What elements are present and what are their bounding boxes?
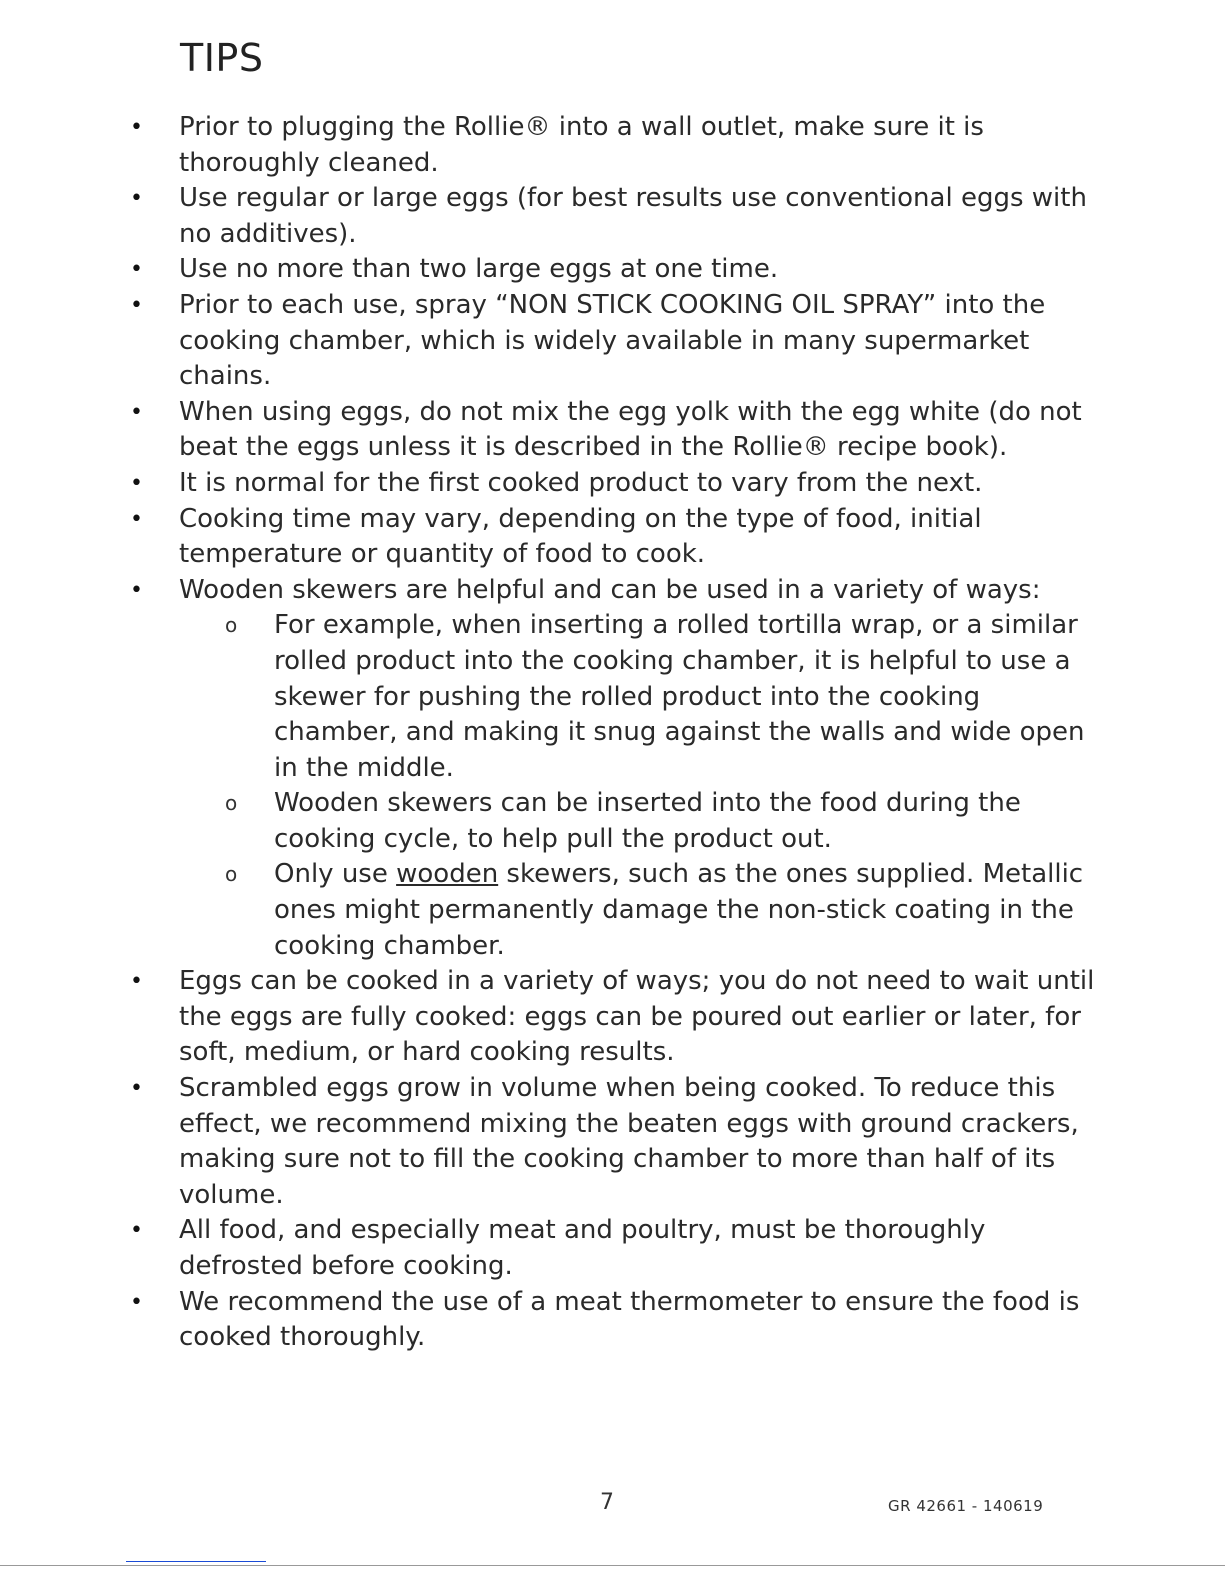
tip-text: Wooden skewers are helpful and can be used in a variety of ways: — [179, 574, 1041, 605]
tip-egg-mixing — [130, 395, 1110, 466]
bullet-icon: • — [130, 115, 143, 140]
page-number: 7 — [600, 1490, 614, 1515]
bullet-icon: • — [130, 1289, 143, 1315]
subtip-underlined-word: wooden — [396, 859, 499, 890]
tip-text: Cooking time may vary, depending on the type of food, initial temperature or quantity of food to cook. — [179, 503, 982, 570]
tip-oil-spray — [130, 288, 1110, 395]
subtip-text: For example, when inserting a rolled tortilla wrap, or a similar rolled product into the cooking chamber, it is helpful to use a skewer for pushing the rolled product into the cooking chamber, and making it snug against the walls and wide open in the middle. — [274, 610, 1085, 783]
footer-divider — [0, 1565, 1225, 1566]
tip-text: Prior to each use, spray “NON STICK COOKING OIL SPRAY” into the cooking chamber, which is widely available in many supermarket chains. — [179, 289, 1046, 392]
bullet-icon: • — [130, 577, 143, 603]
tip-scrambled-eggs — [130, 1071, 1110, 1213]
tip-egg-size — [130, 181, 1110, 252]
tip-meat-thermometer — [130, 1285, 1110, 1356]
tip-egg-limit — [130, 252, 1110, 288]
document-reference: GR 42661 - 140619 — [888, 1497, 1044, 1515]
subtip-tortilla-example — [179, 608, 1110, 786]
sub-bullet-icon: o — [225, 862, 238, 887]
tip-plug-in-clean — [130, 110, 1110, 181]
tip-wooden-skewers — [130, 573, 1110, 965]
tips-list — [130, 110, 1110, 1356]
sub-bullet-icon: o — [225, 613, 238, 638]
bullet-icon: • — [130, 399, 143, 425]
footer-link-underline — [126, 1561, 266, 1562]
tip-text: Prior to plugging the Rollie® into a wall outlet, make sure it is thoroughly cleaned. — [179, 112, 984, 178]
subtip-only-wooden — [179, 857, 1110, 964]
tip-text: Scrambled eggs grow in volume when being cooked. To reduce this effect, we recommend mixing the beaten eggs with ground crackers, making sure not to fill the cooking chamber to more than half of its volume. — [179, 1073, 1079, 1210]
tip-text: When using eggs, do not mix the egg yolk with the egg white (do not beat the eggs unless it is described in the Rollie® recipe book). — [179, 396, 1082, 463]
tip-cooking-time — [130, 502, 1110, 573]
subtip-insert-skewer — [179, 786, 1110, 857]
skewer-subtips-list — [179, 608, 1110, 964]
tip-defrost — [130, 1213, 1110, 1284]
subtip-text: Wooden skewers can be inserted into the food during the cooking cycle, to help pull the product out. — [274, 788, 1021, 854]
tip-first-product — [130, 466, 1110, 502]
tip-text: Use regular or large eggs (for best results use conventional eggs with no additives). — [179, 183, 1087, 249]
bullet-icon: • — [130, 969, 143, 995]
subtip-text-suffix: skewers, such as the ones supplied. Metallic ones might permanently damage the non-stick coating in the cooking chamber. — [274, 859, 1084, 961]
page-title: TIPS — [180, 36, 264, 80]
tip-text: Eggs can be cooked in a variety of ways; you do not need to wait until the eggs are fully cooked: eggs can be poured out earlier or later, for soft, medium, or hard cooking results. — [179, 966, 1095, 1068]
bullet-icon: • — [130, 1076, 143, 1102]
tip-text: All food, and especially meat and poultry, must be thoroughly defrosted before cooking. — [179, 1215, 986, 1281]
sub-bullet-icon: o — [225, 791, 238, 816]
bullet-icon: • — [130, 292, 143, 318]
bullet-icon: • — [130, 470, 143, 496]
subtip-text-prefix: Only use — [274, 859, 397, 890]
tip-text: We recommend the use of a meat thermometer to ensure the food is cooked thoroughly. — [179, 1286, 1080, 1353]
tip-text: Use no more than two large eggs at one time. — [179, 254, 779, 285]
tip-text: It is normal for the first cooked product to vary from the next. — [179, 467, 983, 498]
bullet-icon: • — [130, 186, 143, 212]
bullet-icon: • — [130, 1218, 143, 1244]
bullet-icon: • — [130, 506, 143, 532]
tip-egg-doneness — [130, 964, 1110, 1071]
bullet-icon: • — [130, 257, 143, 283]
